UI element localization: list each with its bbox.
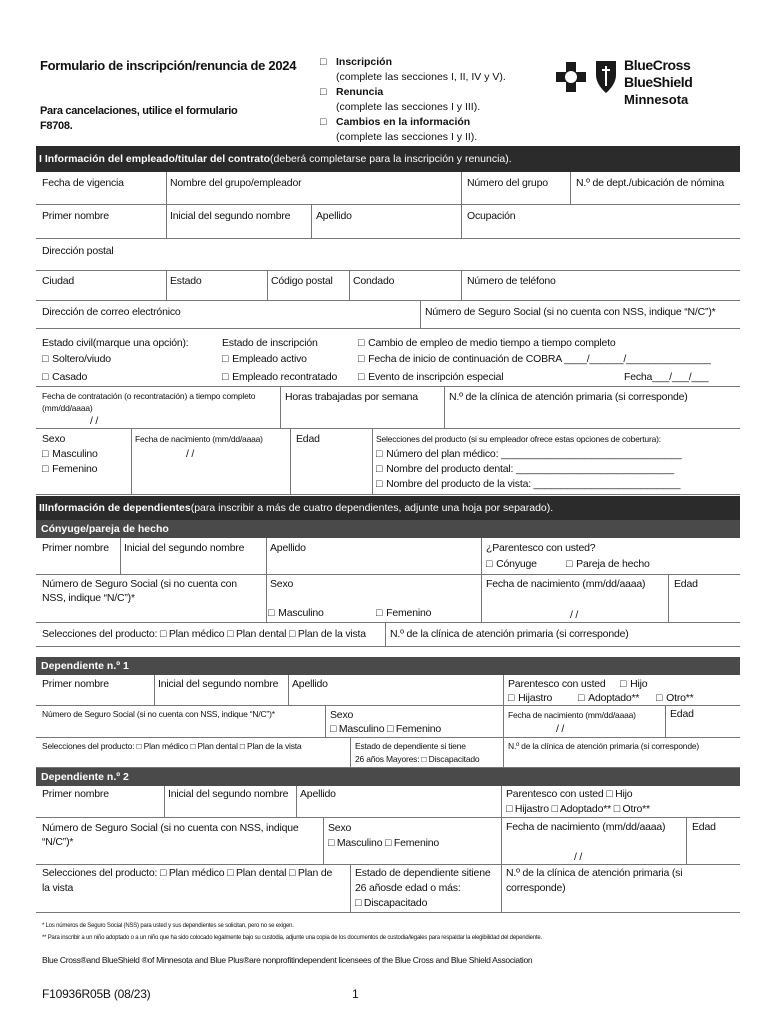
spouse-field-fecha[interactable]: / / <box>570 609 579 621</box>
checkbox-masculino[interactable]: □ Masculino <box>42 447 98 461</box>
dep1-sexo-opts[interactable]: □ Masculino □ Femenino <box>330 723 441 735</box>
label-correo: Dirección de correo electrónico <box>42 306 181 318</box>
label-sexo: Sexo <box>42 433 66 445</box>
label-clinica: N.º de la clínica de atención primaria (si corresponde) <box>449 391 688 403</box>
spouse-parentesco: ¿Parentesco con usted? <box>486 542 596 554</box>
checkbox-soltero[interactable]: □ Soltero/viudo <box>42 352 111 366</box>
dep2-nss2: “N/C”)* <box>42 836 74 848</box>
dep2-fecha-nacimiento: Fecha de nacimiento (mm/dd/aaaa) <box>506 821 666 833</box>
field-dental[interactable]: □ Nombre del producto dental: ____________________________ <box>376 462 674 476</box>
label-fecha-nacimiento: Fecha de nacimiento (mm/dd/aaaa) <box>135 434 263 444</box>
dep2-inicial: Inicial del segundo nombre <box>168 788 289 800</box>
checkbox-empleado-activo[interactable]: □ Empleado activo <box>222 352 307 366</box>
label-apellido: Apellido <box>316 210 352 222</box>
checkbox-cobra[interactable]: □ Fecha de inicio de continuación de COBRA ____/______/_______________ <box>358 352 711 366</box>
cancel-note: Para cancelaciones, utilice el formulario F8708. <box>40 105 238 132</box>
section2-header: IIInformación de dependientes (para inscribir a más de cuatro dependientes, adjunte una hoja por separado). <box>36 496 740 520</box>
checkbox-femenino[interactable]: □ Femenino <box>42 462 97 476</box>
field-plan-medico[interactable]: □ Número del plan médico: ________________________________ <box>376 447 681 461</box>
field-fecha-evento[interactable]: Fecha___/___/___ <box>624 371 709 383</box>
footnote-nss: * Los números de Seguro Social (NSS) para usted y sus dependientes se solicitan, pero no se exigen. <box>42 923 294 929</box>
label-nombre-grupo: Nombre del grupo/empleador <box>170 177 302 189</box>
option-renuncia[interactable]: □ Renuncia <box>320 86 384 98</box>
dep1-header: Dependiente n.º 1 <box>36 657 740 675</box>
label-condado: Condado <box>353 275 395 287</box>
dep2-parentesco2[interactable]: □ Hijastro □ Adoptado** □ Otro** <box>506 803 650 815</box>
form-type-options <box>320 55 506 145</box>
page-number: 1 <box>352 987 359 1001</box>
spouse-primer-nombre: Primer nombre <box>42 542 109 554</box>
option-detail: (complete las secciones I, II, IV y V). <box>336 71 506 83</box>
checkbox-empleado-recontratado[interactable]: □ Empleado recontratado <box>222 370 337 384</box>
spouse-fecha-nacimiento: Fecha de nacimiento (mm/dd/aaaa) <box>486 578 646 590</box>
spouse-checkbox-masculino[interactable]: □ Masculino <box>268 606 324 620</box>
dep1-checkbox-hijastro[interactable]: □ Hijastro <box>508 691 552 705</box>
label-dept: N.º de dept./ubicación de nómina <box>576 177 725 189</box>
dep1-checkbox-adoptado[interactable]: □ Adoptado** <box>578 691 639 705</box>
dep1-apellido: Apellido <box>292 678 328 690</box>
dep1-fecha-nacimiento: Fecha de nacimiento (mm/dd/aaaa) <box>508 710 636 720</box>
checkbox-conyuge[interactable]: □ Cónyuge <box>486 557 537 571</box>
dep1-selecciones[interactable]: Selecciones del producto: □ Plan médico □ Plan dental □ Plan de la vista <box>42 741 302 751</box>
dep2-sel1[interactable]: Selecciones del producto: □ Plan médico □ Plan dental □ Plan de <box>42 867 333 879</box>
dep2-sel2: la vista <box>42 882 74 894</box>
label-horas: Horas trabajadas por semana <box>285 391 418 403</box>
section1-header: I Información del empleado/titular del contrato (deberá completarse para la inscripción y renuncia). <box>36 146 740 172</box>
label-primer-nombre: Primer nombre <box>42 210 109 222</box>
spouse-checkbox-femenino[interactable]: □ Femenino <box>376 606 431 620</box>
label-fecha-contratacion: Fecha de contratación (o recontratación) a tiempo completo (mm/dd/aaaa) <box>42 391 256 413</box>
label-ocupacion: Ocupación <box>467 210 516 222</box>
logo-line3: Minnesota <box>624 92 689 107</box>
label-edad: Edad <box>296 433 320 445</box>
dep2-field-fecha[interactable]: / / <box>574 851 583 863</box>
dep1-checkbox-otro[interactable]: □ Otro** <box>656 691 694 705</box>
dep2-sexo: Sexo <box>328 822 352 834</box>
spouse-sexo: Sexo <box>270 578 294 590</box>
label-nss: Número de Seguro Social (si no cuenta con NSS, indique “N/C”)* <box>425 306 716 318</box>
option-cambios[interactable]: □ Cambios en la información <box>320 116 471 128</box>
label-codigo-postal: Código postal <box>271 275 333 287</box>
dep2-est1: Estado de dependiente sitiene <box>355 867 491 879</box>
dep1-primer-nombre: Primer nombre <box>42 678 109 690</box>
option-inscripcion[interactable]: □ Inscripción <box>320 56 393 68</box>
spouse-inicial: Inicial del segundo nombre <box>124 542 245 554</box>
label-direccion: Dirección postal <box>42 245 114 257</box>
label-fecha-vigencia: Fecha de vigencia <box>42 177 124 189</box>
option-detail: (complete las secciones I y II). <box>336 131 478 143</box>
field-fecha-contratacion[interactable]: / / <box>90 415 99 427</box>
label-ciudad: Ciudad <box>42 275 75 287</box>
dep2-cli1: N.º de la clínica de atención primaria (si <box>506 867 683 879</box>
label-inicial: Inicial del segundo nombre <box>170 210 291 222</box>
dep1-inicial: Inicial del segundo nombre <box>158 678 279 690</box>
label-selecciones: Selecciones del producto (si su empleador ofrece estas opciones de cobertura): <box>376 434 661 444</box>
dep1-sexo: Sexo <box>330 709 354 721</box>
checkbox-pareja[interactable]: □ Pareja de hecho <box>566 557 650 571</box>
logo-line1: BlueCross <box>624 57 691 73</box>
spouse-clinica: N.º de la clínica de atención primaria (si corresponde) <box>390 628 629 640</box>
dep2-header: Dependiente n.º 2 <box>36 768 740 786</box>
checkbox-cambio-empleo[interactable]: □ Cambio de empleo de medio tiempo a tiempo completo <box>358 336 616 350</box>
bcbs-logo <box>552 52 742 112</box>
dep2-sexo-opts[interactable]: □ Masculino □ Femenino <box>328 837 439 849</box>
cross-shield-icon <box>552 58 620 98</box>
logo-line2: BlueShield <box>624 74 693 90</box>
form-title: Formulario de inscripción/renuncia de 2024 <box>40 58 297 73</box>
label-estado: Estado <box>170 275 202 287</box>
dep2-primer-nombre: Primer nombre <box>42 788 109 800</box>
field-fecha-nacimiento[interactable]: / / <box>186 448 195 460</box>
checkbox-casado[interactable]: □ Casado <box>42 370 87 384</box>
dep1-estado-dep2[interactable]: 26 años Mayores: □ Discapacitado <box>355 754 480 764</box>
spouse-edad: Edad <box>674 578 698 590</box>
footnote-adopcion: ** Para inscribir a un niño adoptado o a un niño que ha sido colocado legalmente bajo su custodia, adjunte una copia de los documentos de custodia/legales para respaldar la elegibilidad del dependiente. <box>42 935 542 941</box>
footer-licensees: Blue Cross®and BlueShield ®of Minnesota and Blue Plus®are nonprofitindependent licensees of the Blue Cross and Blue Shield Association <box>42 955 533 965</box>
label-telefono: Número de teléfono <box>467 275 556 287</box>
dep2-est3[interactable]: □ Discapacitado <box>355 897 428 909</box>
dep1-clinica: N.º de la clínica de atención primaria (si corresponde) <box>508 741 700 751</box>
dep1-nss: Número de Seguro Social (si no cuenta con NSS, indique “N/C”)* <box>42 709 275 719</box>
spouse-nss: Número de Seguro Social (si no cuenta con NSS, indique “N/C”)* <box>42 578 237 604</box>
dep1-checkbox-hijo[interactable]: □ Hijo <box>620 677 647 691</box>
dep2-est2: 26 añosde edad o más: <box>355 882 461 894</box>
label-numero-grupo: Número del grupo <box>467 177 548 189</box>
form-id: F10936R05B (08/23) <box>42 987 151 1001</box>
dep1-estado-dep: Estado de dependiente si tiene <box>355 741 466 751</box>
dep2-edad: Edad <box>692 821 716 833</box>
option-detail: (complete las secciones I y III). <box>336 101 481 113</box>
dep2-nss1: Número de Seguro Social (si no cuenta con NSS, indique <box>42 822 299 834</box>
dep1-field-fecha[interactable]: / / <box>556 723 565 735</box>
field-vista[interactable]: □ Nombre del producto de la vista: __________________________ <box>376 477 680 491</box>
checkbox-evento-especial[interactable]: □ Evento de inscripción especial <box>358 370 503 384</box>
spouse-apellido: Apellido <box>270 542 306 554</box>
dep2-apellido: Apellido <box>300 788 336 800</box>
spouse-header: Cónyuge/pareja de hecho <box>36 520 740 538</box>
spouse-selecciones[interactable]: Selecciones del producto: □ Plan médico □ Plan dental □ Plan de la vista <box>42 628 366 640</box>
label-estado-civil: Estado civil(marque una opción): <box>42 337 189 349</box>
dep2-cli2: corresponde) <box>506 882 566 894</box>
dep1-parentesco: Parentesco con usted <box>508 678 606 690</box>
label-estado-inscripcion: Estado de inscripción <box>222 337 318 349</box>
dep1-edad: Edad <box>670 708 694 720</box>
dep2-parentesco[interactable]: Parentesco con usted □ Hijo <box>506 788 633 800</box>
